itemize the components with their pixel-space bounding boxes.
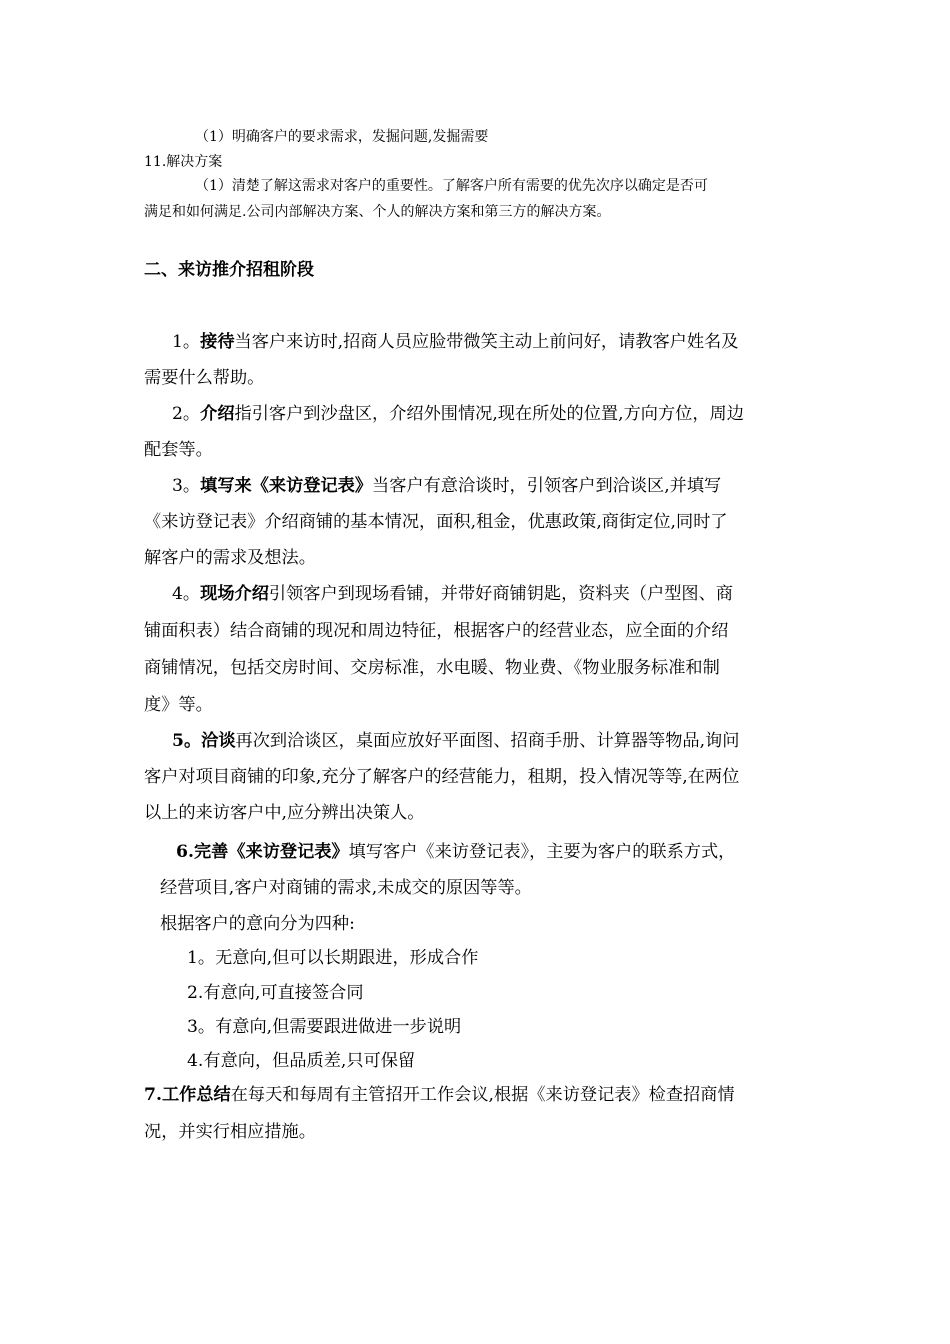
step-2-text: 指引客户到沙盘区，介绍外围情况,现在所处的位置,方向方位，周边	[234, 404, 744, 424]
item-11-line-2: 满足和如何满足.公司内部解决方案、个人的解决方案和第三方的解决方案。	[144, 204, 611, 220]
step-2-line-1	[172, 402, 744, 426]
step-1-line-1	[172, 330, 738, 354]
heading-11: 11.解决方案	[144, 154, 223, 170]
item-1-line: （1）明确客户的要求需求，发掘问题,发掘需要	[195, 129, 489, 145]
intention-option-3: 3。有意向,但需要跟进做进一步说明	[187, 1017, 462, 1037]
step-7-line-1	[144, 1083, 735, 1107]
step-2-number: 2。	[172, 404, 201, 424]
step-1-number: 1。	[172, 332, 201, 352]
step-5-line-3: 以上的来访客户中,应分辨出决策人。	[144, 803, 425, 823]
step-5-line-2: 客户对项目商铺的印象,充分了解客户的经营能力，租期，投入情况等等,在两位	[144, 767, 740, 787]
step-4-line-4: 度》等。	[144, 695, 213, 715]
step-1-text: 当客户来访时,招商人员应脸带微笑主动上前问好，请教客户姓名及	[234, 332, 739, 352]
step-5-label: 5。洽谈	[172, 731, 236, 751]
step-1-line-2: 需要什么帮助。	[144, 368, 265, 388]
step-3-line-1	[172, 474, 721, 498]
step-2-label: 介绍	[200, 404, 235, 424]
step-6-line-3: 根据客户的意向分为四种:	[160, 914, 355, 934]
step-4-label: 现场介绍	[200, 584, 269, 604]
intention-option-4: 4.有意向，但品质差,只可保留	[187, 1051, 416, 1071]
step-2-line-2: 配套等。	[144, 440, 213, 460]
step-3-line-2: 《来访登记表》介绍商铺的基本情况，面积,租金，优惠政策,商街定位,同时了	[144, 512, 728, 532]
step-4-number: 4。	[172, 584, 201, 604]
step-6-line-1	[176, 840, 735, 864]
step-1-label: 接待	[200, 332, 235, 352]
step-4-line-2: 铺面积表）结合商铺的现况和周边特征，根据客户的经营业态，应全面的介绍	[144, 621, 729, 641]
step-3-text: 当客户有意洽谈时，引领客户到洽谈区,并填写	[372, 476, 722, 496]
step-7-line-2: 况，并实行相应措施。	[144, 1122, 316, 1142]
step-6-label: 6.完善《来访登记表》	[176, 842, 349, 862]
step-6-text: 填写客户《来访登记表》，主要为客户的联系方式，	[348, 842, 736, 862]
step-5-line-1	[172, 729, 739, 753]
step-4-line-3: 商铺情况，包括交房时间、交房标准，水电暖、物业费、《物业服务标准和制	[144, 658, 720, 678]
step-3-label: 填写来《来访登记表》	[200, 476, 373, 496]
item-11-line-1: （1）清楚了解这需求对客户的重要性。了解客户所有需要的优先次序以确定是否可	[195, 178, 708, 194]
step-7-label: 7.工作总结	[144, 1085, 231, 1105]
step-3-number: 3。	[172, 476, 201, 496]
step-4-line-1	[172, 582, 733, 606]
step-7-text: 在每天和每周有主管招开工作会议,根据《来访登记表》检查招商情	[230, 1085, 735, 1105]
step-3-line-3: 解客户的需求及想法。	[144, 548, 316, 568]
step-6-line-2: 经营项目,客户对商铺的需求,未成交的原因等等。	[160, 878, 532, 898]
section-2-title: 二、来访推介招租阶段	[144, 260, 314, 280]
intention-option-1: 1。无意向,但可以长期跟进，形成合作	[187, 948, 479, 968]
step-4-text: 引领客户到现场看铺，并带好商铺钥匙，资料夹（户型图、商	[268, 584, 733, 604]
step-5-text: 再次到洽谈区，桌面应放好平面图、招商手册、计算器等物品,询问	[235, 731, 740, 751]
intention-option-2: 2.有意向,可直接签合同	[187, 983, 364, 1003]
